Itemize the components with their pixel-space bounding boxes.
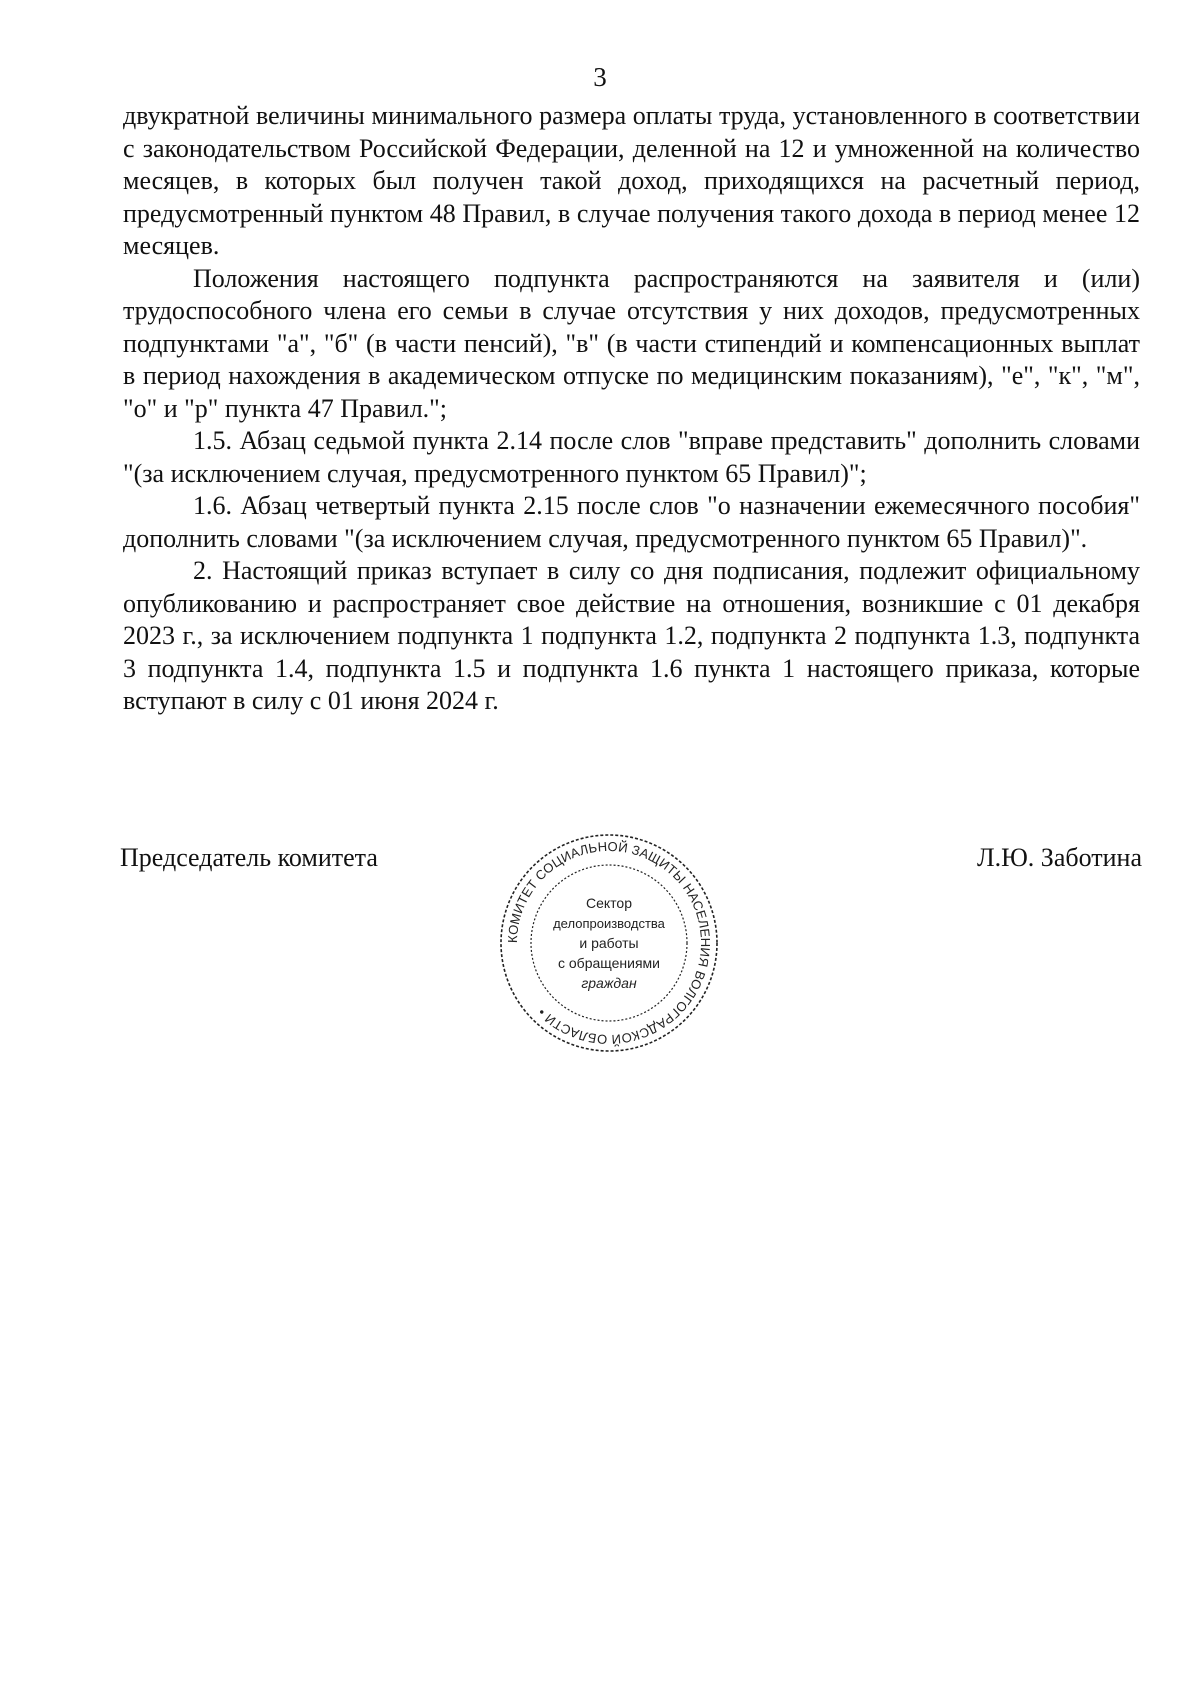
page-number: 3	[593, 62, 607, 92]
paragraph-item-1-5: 1.5. Абзац седьмой пункта 2.14 после слов "вправе представить" дополнить словами "(за исключением случая, предусмотренного пунктом 65 Правил)";	[123, 426, 1140, 488]
seal-center-line-2: делопроизводства	[553, 916, 665, 931]
official-seal-stamp	[496, 830, 722, 1056]
seal-center-line-4: с обращениями	[558, 955, 660, 971]
signatory-position: Председатель комитета	[120, 843, 378, 872]
seal-ring-textpath: КОМИТЕТ СОЦИАЛЬНОЙ ЗАЩИТЫ НАСЕЛЕНИЯ ВОЛГОГРАДСКОЙ ОБЛАСТИ •	[504, 838, 714, 1048]
document-body	[123, 100, 1140, 718]
paragraph-item-1-6: 1.6. Абзац четвертый пункта 2.15 после слов "о назначении ежемесячного пособия" дополнить словами "(за исключением случая, предусмотренного пунктом 65 Правил)".	[123, 491, 1140, 553]
paragraph-provisions: Положения настоящего подпункта распространяются на заявителя и (или) трудоспособного члена его семьи в случае отсутствия у них доходов, предусмотренных подпунктами "а", "б" (в части пенсий), "в" (в части стипендий и компенсационных выплат в период нахождения в академическом отпуске по медицинским показаниям), "е", "к", "м", "о" и "р" пункта 47 Правил.";	[123, 263, 1140, 423]
paragraph-item-2: 2. Настоящий приказ вступает в силу со дня подписания, подлежит официальному опубликованию и распространяет свое действие на отношения, возникшие с 01 декабря 2023 г., за исключением подпункта 1 подпункта 1.2, подпункта 2 подпункта 1.3, подпункта 3 подпункта 1.4, подпункта 1.5 и подпункта 1.6 пункта 1 настоящего приказа, которые вступают в силу с 01 июня 2024 г.	[123, 556, 1140, 715]
signatory-name: Л.Ю. Заботина	[976, 843, 1142, 872]
seal-center-line-1: Сектор	[585, 895, 633, 911]
seal-center-line-5: граждан	[581, 975, 637, 991]
seal-center-line-3: и работы	[579, 935, 639, 951]
paragraph-continuation: двукратной величины минимального размера оплаты труда, установленного в соответствии с законодательством Российской Федерации, деленной на 12 и умноженной на количество месяцев, в которых был получен такой доход, приходящихся на расчетный период, предусмотренный пунктом 48 Правил, в случае получения такого дохода в период менее 12 месяцев.	[123, 101, 1140, 260]
